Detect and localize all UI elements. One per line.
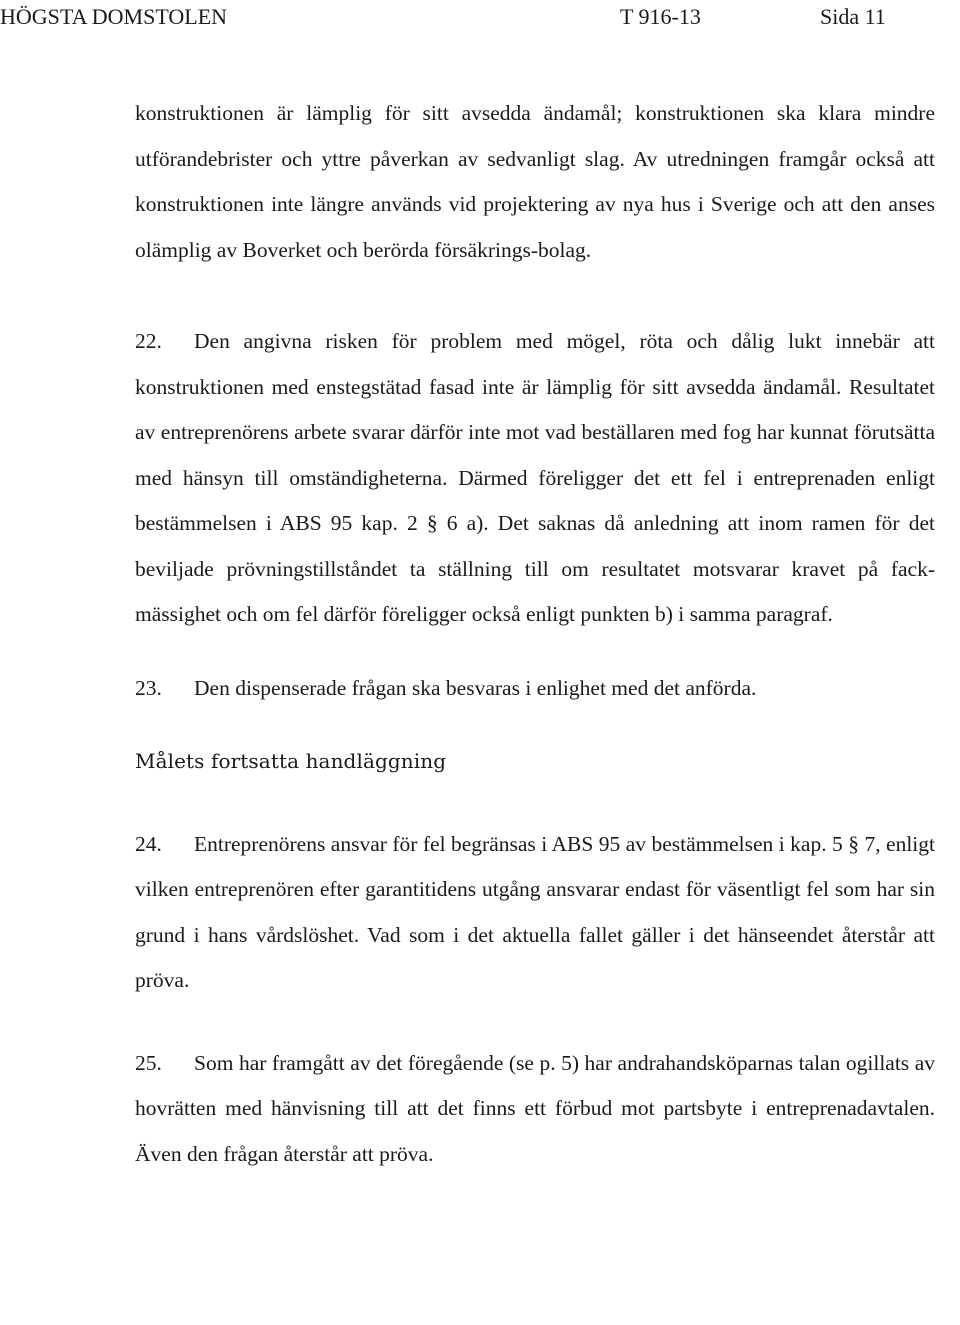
document-body: [135, 91, 935, 1177]
page-header: [0, 4, 960, 34]
paragraph-text: Som har framgått av det föregående (se p. 5) har andrahandsköparnas talan ogillats av hovrätten med hänvisning till att det finns ett förbud mot partsbyte i entreprenadavtalen. Även den frågan återstår att pröva.: [135, 1050, 935, 1166]
paragraph-text: Den angivna risken för problem med mögel, röta och dålig lukt innebär att konstruktionen med enstegstätad fasad inte är lämplig för sitt avsedda ändamål. Resultatet av entreprenörens arbete svarar därför inte mot vad beställaren med fog har kunnat förutsätta med hänsyn till omständigheterna. Därmed föreligger det ett fel i entreprenaden enligt bestämmelsen i ABS 95 kap. 2 § 6 a). Det saknas då anledning att inom ramen för det beviljade prövningstillståndet ta ställning till om resultatet motsvarar kravet på fack-mässighet och om fel därför föreligger också enligt punkten b) i samma paragraf.: [135, 329, 935, 626]
paragraph-number: 22.: [135, 329, 162, 353]
paragraph-23: [135, 666, 935, 712]
page-number: Sida 11: [820, 4, 886, 29]
section-heading: Målets fortsatta handläggning: [135, 749, 447, 773]
paragraph-number: 24.: [135, 831, 162, 856]
paragraph-number: 23.: [135, 675, 162, 700]
paragraph-25: [135, 1041, 935, 1178]
paragraph-number: 25.: [135, 1050, 162, 1075]
court-name: HÖGSTA DOMSTOLEN: [0, 4, 228, 29]
case-number: T 916-13: [620, 4, 701, 29]
paragraph-21-continued: konstruktionen är lämplig för sitt avsedda ändamål; konstruktionen ska klara mindre utförandebrister och yttre påverkan av sedvanligt slag. Av utredningen framgår också att konstruktionen inte längre används vid projektering av nya hus i Sverige och att den anses olämplig av Boverket och berörda försäkrings-bolag.: [135, 101, 935, 262]
paragraph-text: Den dispenserade frågan ska besvaras i enlighet med det anförda.: [194, 675, 757, 700]
paragraph-text: Entreprenörens ansvar för fel begränsas i ABS 95 av bestämmelsen i kap. 5 § 7, enligt vilken entreprenören efter garantitidens utgång ansvarar endast för väsentligt fel som har sin grund i hans vårdslöshet. Vad som i det aktuella fallet gäller i det hänseendet återstår att pröva.: [135, 831, 935, 992]
paragraph-22: [135, 319, 935, 638]
paragraph-24: [135, 822, 935, 1004]
